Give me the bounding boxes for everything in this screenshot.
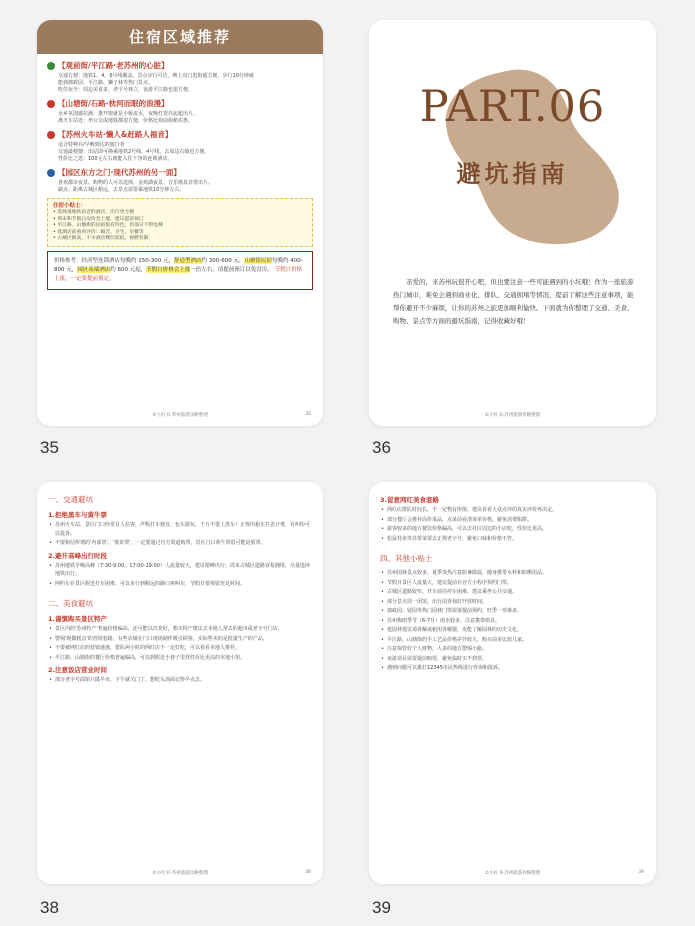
tips-lines xyxy=(53,210,307,243)
sub-heading: 1.拒绝黑车与黄牛票 xyxy=(48,511,107,519)
price-highlight: 舒适型酒店 xyxy=(173,257,202,264)
price-highlight: 山塘街民宿 xyxy=(244,257,272,264)
guide-title: 避坑指南 xyxy=(456,159,569,188)
page-card-35[interactable] xyxy=(37,20,323,426)
tip-line: • 古城区限高，不少酒店楼层较低，视野有限 xyxy=(53,236,149,241)
footer-text: ©小红书·苏州旅游攻略整理 xyxy=(484,413,541,418)
page-footer xyxy=(369,412,656,418)
bullet-item: • 部分餐厅会推荐高价菜品，点菜前看清菜单价格，避免消费陷阱。 xyxy=(380,516,645,525)
bullet-list xyxy=(48,676,312,685)
bullet-list xyxy=(380,569,645,673)
page-35-body xyxy=(37,54,323,290)
footer-page-number: 38 xyxy=(305,870,311,875)
pin-icon xyxy=(47,131,55,139)
area-line: 离火车站近：坐公交或地铁都很方便，价格比观前街稍实惠。 xyxy=(58,118,194,124)
part-heading: PART.06 xyxy=(419,82,606,132)
page-39-body xyxy=(369,482,656,673)
price-text: 没房。 xyxy=(256,266,273,273)
area-block xyxy=(47,129,313,163)
bullet-item: • 景区内的'苏州特产'普遍价格偏高，还可能以次充好，想买特产建议去本地人常去的超市或老字号门店。 xyxy=(48,625,312,634)
page-38-body xyxy=(37,482,323,685)
area-title-text: 【山塘街/石路·枕河而眠的浪漫】 xyxy=(58,99,169,108)
price-text: 每晚约 400-800 元， xyxy=(54,257,303,273)
tips-box xyxy=(47,198,313,247)
tips-title: 住宿小贴士： xyxy=(53,203,87,209)
tip-line: • 选择离地铁站近的酒店，出行更方便 xyxy=(53,210,135,215)
page-number-38: 38 xyxy=(40,898,59,917)
area-line: 交通方便：地铁1、4、6号线覆盖，景点步行可达，晚上出门逛街超方便，步行10分钟就 xyxy=(58,73,254,79)
area-block xyxy=(47,98,313,125)
page-number-36: 36 xyxy=(372,438,391,457)
bullet-item: • 不要被网红店的营销迷惑，排队两小时的网红店不一定好吃，可以看看本地人推荐。 xyxy=(48,644,312,653)
area-block xyxy=(47,60,313,94)
bullet-item: • 苏州火车站、景区门口经常有人拉客，声称打车便宜、包车游玩，千万不要上黑车！正规出租车打表计费，有纠纷可以投诉。 xyxy=(48,521,312,538)
page-footer xyxy=(37,412,323,418)
area-title-text: 【观前街/平江路·老苏州的心脏】 xyxy=(58,61,169,70)
area-list xyxy=(47,60,313,194)
pin-icon xyxy=(47,100,55,108)
page-card-39[interactable] xyxy=(369,482,656,884)
footer-text: ©小红书·苏州旅游攻略整理 xyxy=(484,871,541,876)
bullet-item: • 网约车在景区附近打车困难，可以步行到稍远的路口再叫车，节假日要预留充足时间。 xyxy=(48,580,312,589)
area-title xyxy=(47,98,313,109)
bullet-list xyxy=(48,562,312,589)
price-text: 约 300-600 元， xyxy=(201,257,245,264)
bullet-item: • 逛园林建议请讲解或租用讲解器，更能了解园林的历史文化。 xyxy=(380,626,645,635)
bullet-list xyxy=(48,521,312,548)
bullet-list xyxy=(380,506,645,543)
area-title xyxy=(47,60,313,71)
footer-text: ©小红书·苏州旅游攻略整理 xyxy=(152,413,208,418)
area-line: 吃住玩全：周边美食多，老字号林立，夜游平江路也很方便。 xyxy=(58,87,194,93)
area-line: 水乡氛围感拉满：推开窗就是小桥流水，夜晚灯笼亮起超出片。 xyxy=(58,111,199,117)
tip-line: • 周末和节假日房价会上涨，建议提前预订 xyxy=(53,216,144,222)
page-35-banner: 住宿区域推荐 xyxy=(37,20,323,54)
page-number-35: 35 xyxy=(40,438,59,457)
price-text: 一倍左右，请提前预订以免 xyxy=(190,266,257,273)
bullet-list xyxy=(48,625,312,662)
price-warning: 节假日价格上涨，一定要提前预定。 xyxy=(54,266,303,282)
area-line: 缺点：距离古城区稍远，去景点需要乘地铁10分钟左右。 xyxy=(58,187,185,193)
bullet-item: • 平江路、山塘街的餐厅价格普遍偏高，可以到附近小巷子里找性价比更高的本地小馆。 xyxy=(48,654,312,663)
bullet-item: • 平江路、山塘街的手工艺品价格差异较大，购买前多比较几家。 xyxy=(380,636,645,645)
tip-line: • 平江路、山塘街的民宿很有特色，但部分不带电梯 xyxy=(53,223,163,228)
bullet-item: • 苏州园林景点较多，夏季炎热注意防暑降温，随身携带水杯和防晒用品。 xyxy=(380,569,645,578)
area-title xyxy=(47,167,313,178)
page-card-38[interactable] xyxy=(37,482,323,884)
bullet-item: • 苏州梅雨季节（6-7月）雨水较多，注意携带雨具。 xyxy=(380,617,645,626)
bullet-item: • 部分老字号面馆只做早市，下午就关门了，想吃头汤面记得早点去。 xyxy=(48,676,312,685)
page-number-39: 39 xyxy=(372,898,391,917)
bullet-item: • 松鼠桂鱼等苏帮菜要去正规老字号，避免口味和价格不符。 xyxy=(380,535,645,544)
sub-heading: 3.留意网红美食套路 xyxy=(380,496,439,504)
bullet-item: • 夜游项目需要提前购票，避免临时买不到票。 xyxy=(380,655,645,664)
area-block xyxy=(47,167,313,194)
pin-icon xyxy=(47,169,55,177)
bullet-item: • 网红店排队时间长，不一定物有所值，建议看看大众点评的真实评价再决定。 xyxy=(380,506,645,515)
area-line: 喜欢都市夜景、购物的人可以选择，金鸡湖夜景、音乐喷泉非常出片。 xyxy=(58,180,214,186)
area-line: 能到拙政园、平江路、狮子林等热门景点。 xyxy=(58,80,154,86)
bullet-item: • 拙政园、留园等热门园林门票需要提前预约，旺季一票难求。 xyxy=(380,607,645,616)
bullet-item: • 苏州地铁早晚高峰（7:30-9:00，17:00-19:00）人流量较大，建议错峰出行；周末古城区道路容易拥堵，尽量选择地铁出行。 xyxy=(48,562,312,579)
bullet-item: • 注意保管好个人财物，人多的地方警惕小偷。 xyxy=(380,645,645,654)
bullet-item: • 古城区道路较窄，开车前往停车困难，建议乘坐公共交通。 xyxy=(380,588,645,597)
sub-heading: 2.避开高峰出行时段 xyxy=(48,551,107,560)
section-heading: 四、其他小贴士 xyxy=(380,554,433,563)
section-heading: 一、交通避坑 xyxy=(48,495,93,504)
area-line: 性价比之选：100元左右就能入住干净的连锁酒店。 xyxy=(58,156,173,162)
bullet-item: • 节假日景区人流量大，建议提前在官方小程序预约门票。 xyxy=(380,579,645,588)
bullet-item: • 部分景点周一闭馆，出行前查询好开放时间。 xyxy=(380,598,645,607)
price-text: 价格参考：经济型连锁酒店每晚约 150-300 元， xyxy=(54,257,174,264)
area-title xyxy=(47,129,313,140)
area-line: 交通最便捷：出站即可换乘地铁2号线、4号线，去周边古镇也方便。 xyxy=(58,149,210,155)
footer-page-number: 35 xyxy=(305,412,311,417)
sub-heading: 1.谨慎购买景区特产 xyxy=(48,615,107,623)
price-highlight: 节假日价格会上涨 xyxy=(146,266,191,273)
price-box xyxy=(47,251,313,290)
tip-line: • 选酒店前看看评价：隔音、卫生、早餐等 xyxy=(53,229,144,235)
price-highlight: 园区高端酒店 xyxy=(77,266,111,273)
bullet-item: • 不要相信所谓的'内部票'、'低价票'，一定要通过官方渠道购票，景区门口黄牛票很可能是假票。 xyxy=(48,539,312,548)
page-footer xyxy=(369,870,656,876)
footer-page-number: 39 xyxy=(638,870,644,875)
bullet-item: • 遇到问题可以拨打12345市民热线进行咨询和投诉。 xyxy=(380,664,645,673)
sub-heading: 2.注意饭店营业时间 xyxy=(48,666,107,674)
intro-paragraph: 亲爱的，来苏州玩很开心吧，但也要注意一些可能遇到的小坑哦！作为一座旅游热门城市，难免会遇到商业化、排队、交通拥堵等情况，提前了解这些注意事项，能帮你避开不少麻烦，让你的苏州之旅更加顺利愉快。下面就为你整理了交通、美食、购物、景点等方面的避坑指南，记得收藏好哦！ xyxy=(393,278,634,325)
area-line: 适合特种兵/早晚到达的旅行者 xyxy=(58,142,125,148)
page-footer xyxy=(37,870,323,876)
pin-icon xyxy=(47,62,55,70)
section-heading: 二、美食避坑 xyxy=(48,599,93,608)
area-title-text: 【园区东方之门·现代苏州的另一面】 xyxy=(58,168,181,177)
bullet-item: • 游客较多的地方餐饮价格偏高，可以去社区周边的小店吃，性价比更高。 xyxy=(380,525,645,534)
page-card-36[interactable] xyxy=(369,20,656,426)
area-title-text: 【苏州火车站·懒人&赶路人福音】 xyxy=(58,130,173,139)
bullet-item: • 警惕'现做糕点'的营销套路，有些店铺在门口现场制作吸引顾客，实际售卖的是批量生产的产品。 xyxy=(48,635,312,644)
footer-text: ©小红书·苏州旅游攻略整理 xyxy=(152,871,208,876)
price-text: 约 600 元起， xyxy=(110,266,147,273)
